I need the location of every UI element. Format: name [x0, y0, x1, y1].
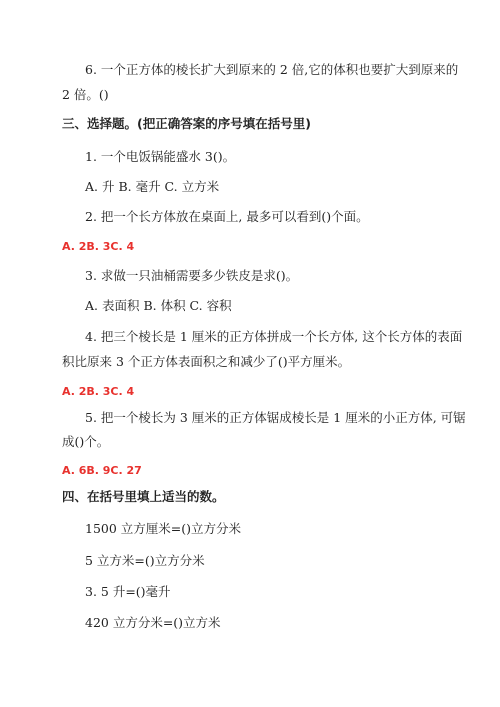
section3-q3-options: A. 表面积 B. 体积 C. 容积: [85, 298, 232, 313]
q6-line2: 2 倍。(): [62, 87, 109, 102]
section3-q4-answer: A. 2B. 3C. 4: [62, 385, 135, 398]
section3-q2-answer: A. 2B. 3C. 4: [62, 240, 135, 253]
section3-q1-options: A. 升 B. 毫升 C. 立方米: [85, 179, 220, 194]
section3-q2-text: 2. 把一个长方体放在桌面上, 最多可以看到()个面。: [85, 209, 369, 224]
section3-q5-line1: 5. 把一个棱长为 3 厘米的正方体锯成棱长是 1 厘米的小正方体, 可锯: [85, 410, 466, 425]
section3-q3-text: 3. 求做一只油桶需要多少铁皮是求()。: [85, 268, 299, 283]
section3-q5-answer: A. 6B. 9C. 27: [62, 464, 142, 477]
section4-item: 1500 立方厘米=()立方分米: [85, 521, 242, 536]
section3-q4-line1: 4. 把三个棱长是 1 厘米的正方体拼成一个长方体, 这个长方体的表面: [85, 329, 463, 344]
section3-q1-text: 1. 一个电饭锅能盛水 3()。: [85, 149, 236, 164]
section4-item: 3. 5 升=()毫升: [85, 584, 171, 599]
section4-item: 420 立方分米=()立方米: [85, 615, 221, 630]
q6-line1: 6. 一个正方体的棱长扩大到原来的 2 倍,它的体积也要扩大到原来的: [85, 62, 459, 77]
section3-q5-line2: 成()个。: [62, 434, 110, 449]
section3-q4-line2: 积比原来 3 个正方体表面积之和减少了()平方厘米。: [62, 354, 351, 369]
section3-title: 三、选择题。(把正确答案的序号填在括号里): [62, 116, 311, 131]
section4-title: 四、在括号里填上适当的数。: [62, 489, 225, 504]
section4-item: 5 立方米=()立方分米: [85, 553, 205, 568]
